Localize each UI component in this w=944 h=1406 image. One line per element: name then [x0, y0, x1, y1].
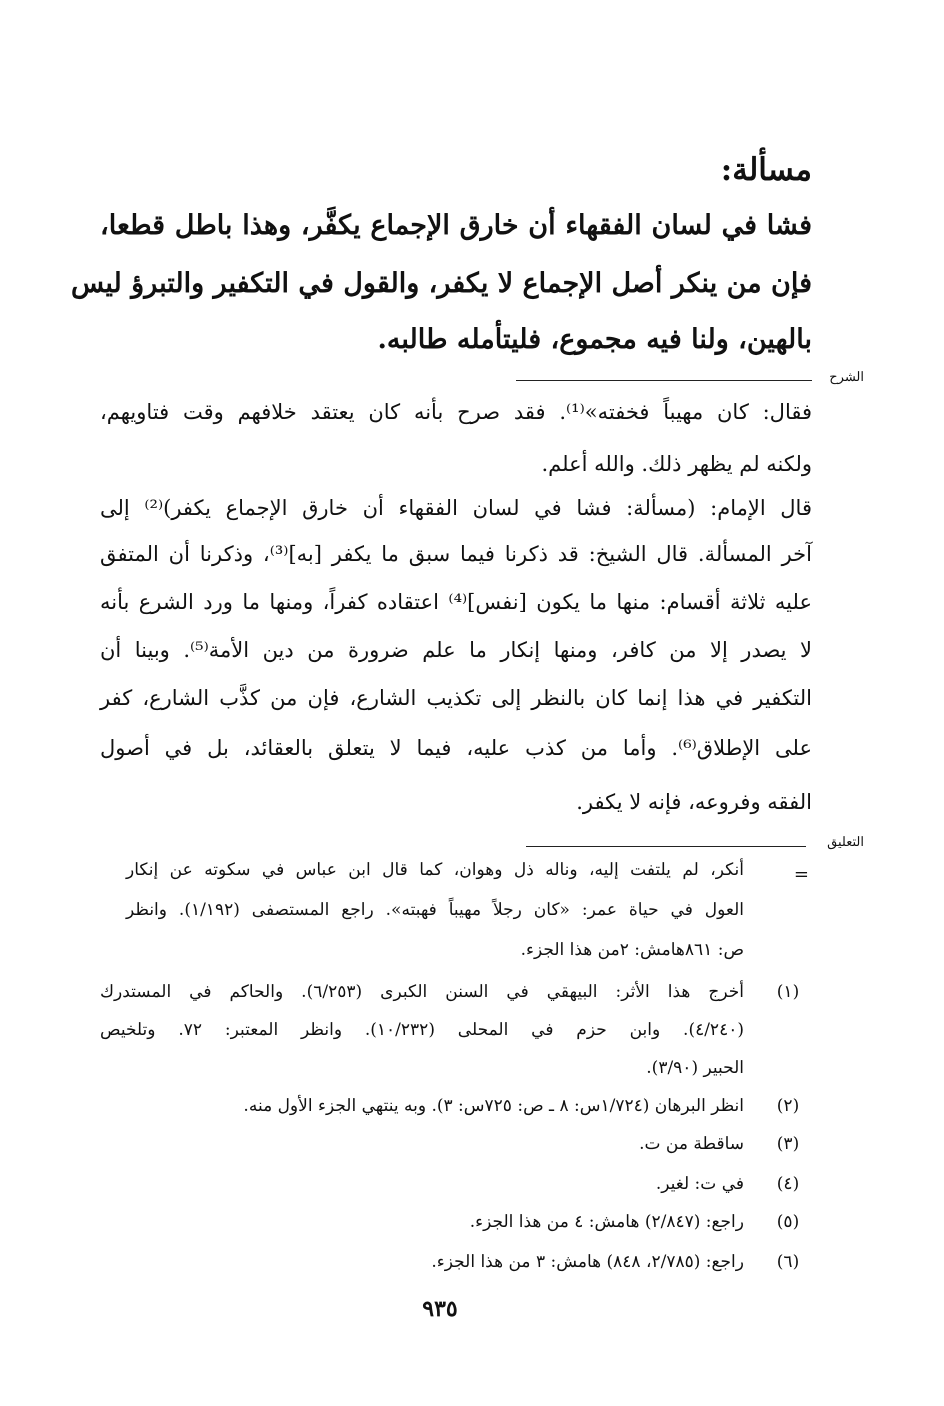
footnote-number: (٣) [776, 1134, 800, 1154]
taliq-section-label: التعليق [827, 835, 864, 850]
footnote-continuation-line: ص: ٨٦١هامش: ٢من هذا الجزء. [520, 940, 744, 960]
sharh-line: على الإطلاق⁽⁶⁾. وأما من كذب عليه، فيما لا يتعلق بالعقائد، بل في أصول [100, 736, 812, 760]
sharh-line: قال الإمام: (مسألة: فشا في لسان الفقهاء أن خارق الإجماع يكفر)⁽²⁾ إلى [100, 496, 812, 520]
sharh-line: عليه ثلاثة أقسام: منها ما يكون [نفس]⁽⁴⁾ اعتقاده كفراً، ومنها ما ورد الشرع بأنه [100, 590, 812, 614]
footnote-text: راجع: (٢/٨٤٧) هامش: ٤ من هذا الجزء. [469, 1212, 744, 1232]
matn-line: فإن من ينكر أصل الإجماع لا يكفر، والقول في التكفير والتبرؤ ليس [70, 268, 812, 299]
sharh-divider [516, 380, 812, 381]
taliq-divider [526, 846, 806, 847]
sharh-line: آخر المسألة. قال الشيخ: قد ذكرنا فيما سبق ما يكفر [به]⁽³⁾، وذكرنا أن المتفق [100, 542, 813, 566]
footnote-number: (٤) [776, 1174, 800, 1194]
page-number: ٩٣٥ [422, 1296, 458, 1322]
sharh-section-label: الشرح [829, 370, 864, 385]
matn-line: بالهين، ولنا فيه مجموع، فليتأمله طالبه. [377, 324, 812, 355]
footnote-number: (١) [776, 982, 800, 1002]
footnote-text: راجع: (٢/٧٨٥، ٨٤٨) هامش: ٣ من هذا الجزء. [431, 1252, 744, 1272]
footnote-text: في ت: لغير. [655, 1174, 744, 1194]
footnote-number: (٦) [776, 1252, 800, 1272]
footnote-continuation-line: أنكر، لم يلتفت إليه، وناله ذل وهوان، كما قال ابن عباس في سكوته عن إنكار [126, 860, 744, 880]
footnote-text: أخرج هذا الأثر: البيهقي في السنن الكبرى (٦/٢٥٣). والحاكم في المستدرك [100, 982, 744, 1002]
footnote-text: ساقطة من ت. [639, 1134, 744, 1154]
sharh-line: التكفير في هذا إنما كان بالنظر إلى تكذيب الشارع، فإن من كذَّب الشارع، كفر [100, 686, 812, 710]
footnote-number: (٥) [776, 1212, 800, 1232]
continuation-mark: = [793, 864, 809, 885]
footnote-text: (٤/٢٤٠). وابن حزم في المحلى (١٠/٢٣٢). وانظر المعتبر: ٧٢. وتلخيص [100, 1020, 744, 1040]
footnote-text: الحبير (٣/٩٠). [646, 1058, 744, 1078]
sharh-line: لا يصدر إلا من كافر، ومنها إنكار ما علم ضرورة من دين الأمة⁽⁵⁾. وبينا أن [100, 638, 813, 662]
matn-line: فشا في لسان الفقهاء أن خارق الإجماع يكفَّر، وهذا باطل قطعا، [100, 210, 812, 241]
footnote-text: انظر البرهان (١/٧٢٤س: ٨ ـ ص: ٧٢٥س: ٣). وبه ينتهي الجزء الأول منه. [243, 1096, 744, 1116]
sharh-line: فقال: كان مهيباً فخفته»⁽¹⁾. فقد صرح بأنه كان يعتقد خلافهم وقت فتاويهم، [100, 400, 813, 424]
footnote-continuation-line: العول في حياة عمر: «كان رجلاً مهيباً فهبته». راجع المستصفى (١/١٩٢). وانظر [126, 900, 744, 920]
masala-heading: مسألة: [720, 152, 812, 188]
sharh-line: الفقه وفروعه، فإنه لا يكفر. [576, 790, 812, 814]
footnote-number: (٢) [776, 1096, 800, 1116]
sharh-line: ولكنه لم يظهر ذلك. والله أعلم. [541, 452, 812, 476]
